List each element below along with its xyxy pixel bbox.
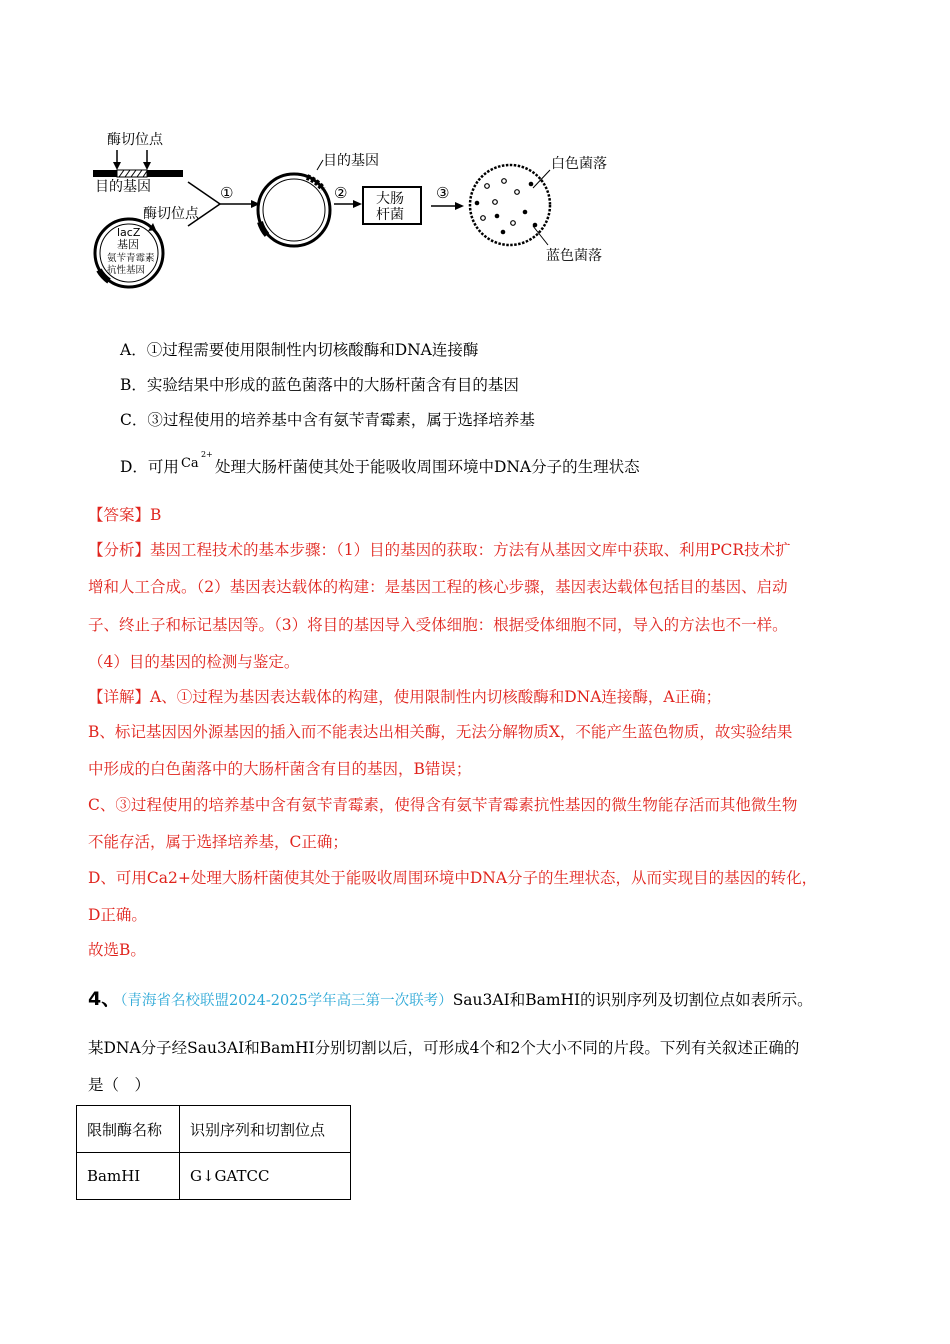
calcium-symbol: Ca	[180, 456, 199, 471]
recombinant-plasmid-outer	[258, 174, 330, 246]
step3-label: ③	[436, 184, 450, 202]
table-header-cell: 识别序列和切割位点	[180, 1106, 351, 1153]
amp-label-1: 氨苄青霉素	[107, 253, 155, 264]
table-header-row	[77, 1106, 351, 1153]
lacz-label: lacZ	[117, 226, 141, 239]
recombinant-gene-label: 目的基因	[323, 153, 379, 169]
question-4-line-3: 是（ ）	[88, 1076, 151, 1094]
analysis-text-1: 基因工程技术的基本步骤：（1）目的基因的获取：方法有从基因文库中获取、利用PCR技术扩	[150, 541, 791, 559]
option-a: A．①过程需要使用限制性内切核酸酶和DNA连接酶	[120, 341, 479, 359]
analysis-line-1	[88, 538, 791, 560]
table-header-cell: 限制酶名称	[77, 1106, 180, 1153]
cut-site-label-top: 酶切位点	[107, 132, 163, 148]
option-b: B．实验结果中形成的蓝色菌落中的大肠杆菌含有目的基因	[120, 376, 519, 394]
question-4-line-2: 某DNA分子经Sau3AI和BamHI分别切割以后，可形成4个和2个大小不同的片段。下列有关叙述正确的	[88, 1039, 800, 1057]
analysis-line-3: 子、终止子和标记基因等。（3）将目的基因导入受体细胞：根据受体细胞不同，导入的方法也不一样。	[88, 616, 788, 634]
blue-colony-pointer	[533, 226, 548, 245]
amp-label-2: 抗性基因	[107, 265, 146, 276]
analysis-tag: 【分析】	[88, 541, 151, 559]
restriction-enzyme-table	[76, 1105, 351, 1200]
question-source: （青海省名校联盟2024-2025学年高三第一次联考）	[120, 993, 453, 1009]
step2-arrow-head	[353, 200, 362, 208]
white-colony	[493, 200, 498, 205]
table-cell-sequence: G↓GATCC	[180, 1153, 351, 1200]
detail-line-3: 中形成的白色菌落中的大肠杆菌含有目的基因，B错误；	[88, 760, 472, 778]
detail-text-1: A、①过程为基因表达载体的构建，使用限制性内切核酸酶和DNA连接酶，A正确；	[150, 688, 722, 706]
step2-label: ②	[334, 184, 348, 202]
detail-line-5: 不能存活，属于选择培养基，C正确；	[88, 833, 348, 851]
step1-label: ①	[220, 184, 234, 202]
answer-line	[88, 503, 161, 525]
white-colony	[485, 184, 490, 189]
target-gene-label: 目的基因	[95, 179, 151, 195]
cut-arrow-2-head	[143, 162, 151, 170]
question-4-text-1: Sau3AI和BamHI的识别序列及切割位点如表所示。	[452, 991, 813, 1009]
answer-value: B	[150, 506, 162, 524]
blue-colony	[475, 201, 480, 206]
detail-line-1	[88, 685, 721, 707]
gene-engineering-diagram	[85, 120, 645, 305]
table-row	[77, 1153, 351, 1200]
white-colonies	[481, 179, 520, 226]
cut-site-label-plasmid: 酶切位点	[143, 206, 199, 222]
ecoli-label-2: 杆菌	[376, 207, 404, 223]
blue-colony	[501, 230, 506, 235]
white-colony	[515, 190, 520, 195]
white-colony	[511, 221, 516, 226]
question-number: 4、	[88, 988, 121, 1010]
detail-line-4: C、③过程使用的培养基中含有氨苄青霉素，使得含有氨苄青霉素抗性基因的微生物能存活而其他微生物	[88, 796, 798, 814]
detail-line-8: 故选B。	[88, 941, 146, 959]
detail-line-2: B、标记基因因外源基因的插入而不能表达出相关酶，无法分解物质X，不能产生蓝色物质，故实验结果	[88, 723, 793, 741]
blue-colony-label: 蓝色菌落	[546, 248, 602, 264]
white-colony-label: 白色菌落	[551, 156, 607, 172]
question-4-line-1	[88, 984, 813, 1011]
step3-arrow-head	[455, 202, 464, 210]
white-colony	[502, 179, 507, 184]
ecoli-label-1: 大肠	[376, 191, 404, 207]
cut-arrow-1-head	[113, 162, 121, 170]
blue-colony	[529, 182, 534, 187]
blue-colony	[495, 214, 500, 219]
analysis-line-2: 增和人工合成。（2）基因表达载体的构建：是基因工程的核心步骤，基因表达载体包括目的基因、启动	[88, 578, 788, 596]
white-colony-pointer	[533, 170, 550, 188]
white-colony	[481, 216, 486, 221]
detail-tag: 【详解】	[88, 688, 151, 706]
lacz-gene-label: 基因	[117, 238, 139, 251]
option-d-suffix: 处理大肠杆菌使其处于能吸收周围环境中DNA分子的生理状态	[214, 458, 640, 476]
option-c: C．③过程使用的培养基中含有氨苄青霉素，属于选择培养基	[120, 411, 535, 429]
calcium-charge: 2+	[200, 450, 213, 459]
recombinant-plasmid-inner	[263, 179, 325, 241]
option-d	[120, 450, 640, 477]
option-d-prefix: D．可用	[120, 458, 179, 476]
analysis-line-4: （4）目的基因的检测与鉴定。	[88, 653, 300, 671]
blue-colonies	[475, 182, 538, 235]
answer-tag: 【答案】	[88, 506, 151, 524]
blue-colony	[523, 210, 528, 215]
detail-line-7: D正确。	[88, 906, 147, 924]
detail-line-6: D、可用Ca2+处理大肠杆菌使其处于能吸收周围环境中DNA分子的生理状态，从而实现目的基因的转化，	[88, 869, 818, 887]
merge-line-top	[188, 182, 220, 204]
table-cell-enzyme: BamHI	[77, 1153, 180, 1200]
